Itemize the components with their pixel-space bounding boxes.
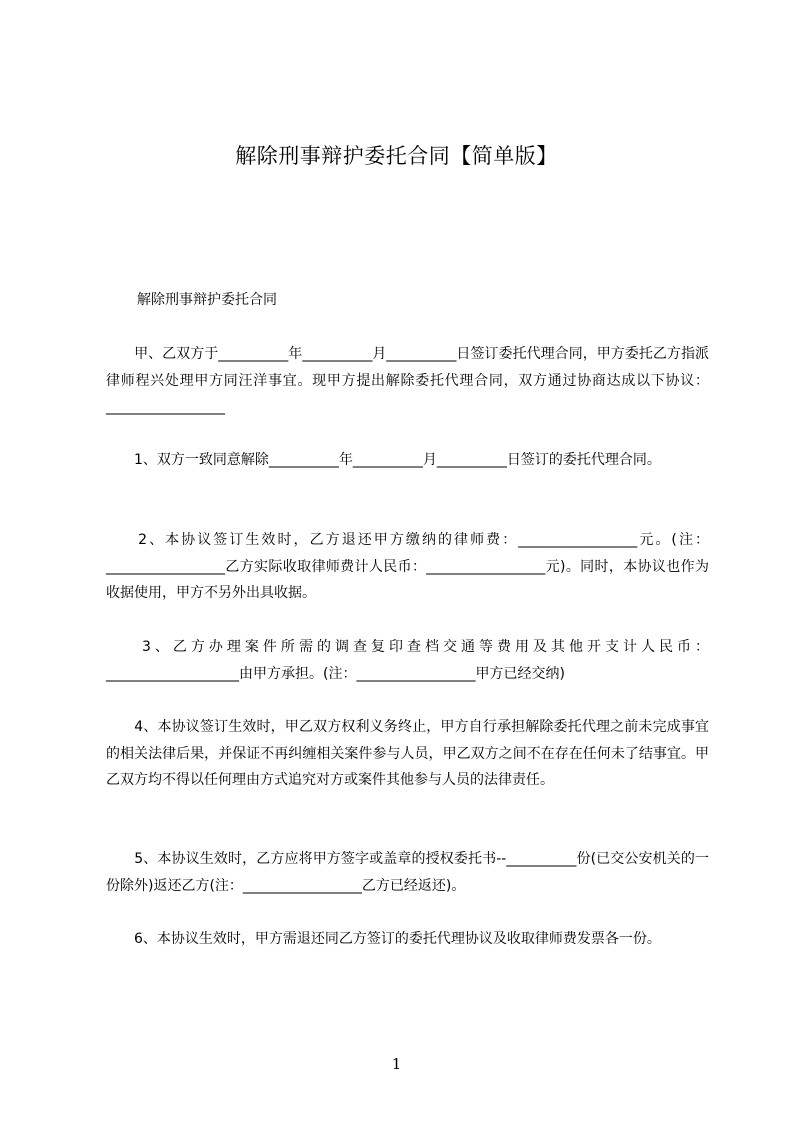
paragraph-clause-1: 1、双方一致同意解除__________年__________月__________日签订的委托代理合同。 (106, 452, 661, 468)
paragraph-intro: 甲、乙双方于__________年__________月__________日签订委托代理合同，甲方委托乙方指派律师程兴处理甲方同汪洋事宜。现甲方提出解除委托代理合同，双方通过协商达成以下协议：_________________ (106, 346, 709, 415)
paragraph-clause-4: 4、本协议签订生效时，甲乙双方权利义务终止，甲方自行承担解除委托代理之前未完成事宜的相关法律后果，并保证不再纠缠相关案件参与人员，甲乙双方之间不在存在任何未了结事宜。甲乙双方均不得以任何理由方式追究对方或案件其他参与人员的法律责任。 (106, 719, 709, 788)
paragraph-clause-6: 6、本协议生效时，甲方需退还同乙方签订的委托代理协议及收取律师费发票各一份。 (106, 931, 661, 947)
document-title: 解除刑事辩护委托合同【简单版】 (235, 144, 558, 168)
paragraph-clause-5: 5、本协议生效时，乙方应将甲方签字或盖章的授权委托书--__________份(已交公安机关的一份除外)返还乙方(注：_________________乙方已经返还)。 (106, 851, 709, 894)
paragraph-clause-3: 3、乙方办理案件所需的调查复印查档交通等费用及其他开支计人民币：___________________由甲方承担。(注：_________________甲方已经交纳) (106, 639, 709, 682)
document-subtitle: 解除刑事辩护委托合同 (137, 292, 277, 308)
paragraph-clause-2: 2、本协议签订生效时，乙方退还甲方缴纳的律师费：_________________元。(注：_________________乙方实际收取律师费计人民币：_________________元)。同时，本协议也作为收据使用，甲方不另外出具收据。 (106, 532, 709, 601)
page-number: 1 (391, 1055, 402, 1073)
